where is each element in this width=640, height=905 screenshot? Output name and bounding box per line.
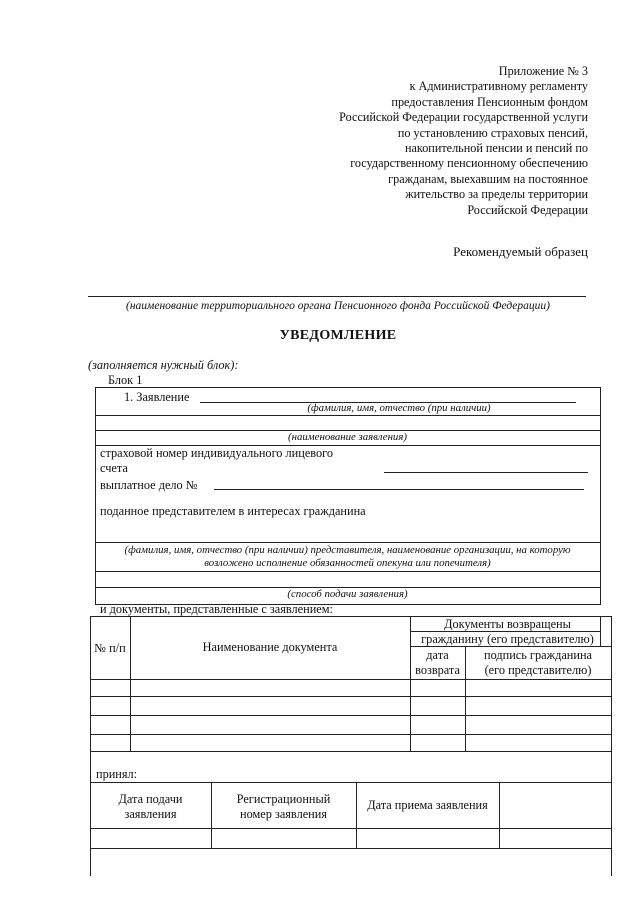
docs-table-bottom [90, 751, 611, 752]
block-label: Блок 1 [108, 373, 143, 387]
docs-col-return-date-cont: возврата [415, 663, 460, 677]
accepted-table-bottom [90, 848, 611, 849]
block-frame-right [600, 387, 601, 605]
annex-line: гражданам, выехавшим на постоянное [388, 171, 588, 186]
org-caption: (наименование территориального органа Пенсионного фонда Российской Федерации) [126, 300, 550, 312]
annex-line: по установлению страховых пенсий, [397, 125, 588, 140]
accepted-col-date: Дата подачи [118, 792, 183, 806]
annex-line: к Административному регламенту [409, 79, 588, 94]
payment-file-line [214, 489, 584, 490]
submission-method-caption: (способ подачи заявления) [287, 588, 408, 600]
docs-table-col-line [130, 616, 131, 751]
annex-line: Российской Федерации [467, 202, 588, 217]
docs-table-row-line [90, 734, 611, 735]
documents-intro: и документы, представленные с заявлением: [100, 602, 333, 616]
annex-line: Приложение № 3 [498, 64, 588, 78]
annex-line: жительство за пределы территории [405, 187, 588, 202]
block-divider [95, 571, 600, 572]
sample-label: Рекомендуемый образец [453, 244, 588, 259]
accepted-table-col-line [356, 782, 357, 848]
annex-line: государственному пенсионному обеспечению [350, 156, 588, 171]
docs-col-number: № п/п [94, 641, 126, 655]
representative-caption-cont: возложено исполнение обязанностей опекуна или попечителя) [204, 557, 491, 569]
accepted-table-col-line [499, 782, 500, 848]
insurance-number-label: страховой номер индивидуального лицевого [100, 446, 334, 460]
representative-label: поданное представителем в интересах гражданина [100, 504, 366, 518]
docs-col-returned-cont: гражданину (его представителю) [421, 632, 594, 646]
block-divider [95, 415, 600, 416]
accepted-table-divider [90, 828, 611, 829]
insurance-number-line [384, 472, 588, 473]
accepted-col-registration-cont: номер заявления [240, 807, 327, 821]
annex-line: Российской Федерации государственной услуги [339, 110, 588, 125]
accepted-table-right [611, 782, 612, 848]
annex-line: предоставления Пенсионным фондом [391, 94, 588, 109]
accepted-label: принял: [96, 767, 138, 781]
org-name-line [88, 296, 586, 297]
docs-table-row-line [90, 715, 611, 716]
annex-header [300, 64, 588, 218]
docs-col-signature-cont: (его представителю) [484, 663, 592, 677]
statement-label: 1. Заявление [124, 390, 190, 404]
annex-line: накопительной пенсии и пенсий по [404, 141, 588, 156]
statement-name-caption: (наименование заявления) [288, 431, 407, 443]
block-frame-top [95, 387, 600, 388]
docs-col-signature: подпись гражданина [484, 648, 592, 662]
payment-file-label: выплатное дело № [100, 478, 198, 492]
fill-note: (заполняется нужный блок): [88, 358, 239, 372]
accepted-col-accept-date: Дата приема заявления [367, 798, 488, 812]
docs-table-row-line [90, 696, 611, 697]
docs-col-returned: Документы возвращены [444, 617, 571, 631]
accepted-col-date-cont: заявления [124, 807, 177, 821]
insurance-number-label-cont: счета [100, 461, 128, 475]
accepted-col-registration: Регистрационный [236, 792, 331, 806]
representative-caption: (фамилия, имя, отчество (при наличии) представителя, наименование организации, на которую [124, 544, 571, 556]
docs-col-name: Наименование документа [202, 640, 338, 654]
accepted-table-top [90, 782, 611, 783]
representative-name-line [95, 542, 600, 543]
docs-table-header-bottom [90, 679, 611, 680]
block-frame-left [95, 387, 96, 605]
document-title: УВЕДОМЛЕНИЕ [279, 328, 397, 343]
docs-table-header-divider [410, 646, 611, 647]
name-caption: (фамилия, имя, отчество (при наличии) [307, 402, 491, 414]
docs-col-return-date: дата [426, 648, 449, 662]
